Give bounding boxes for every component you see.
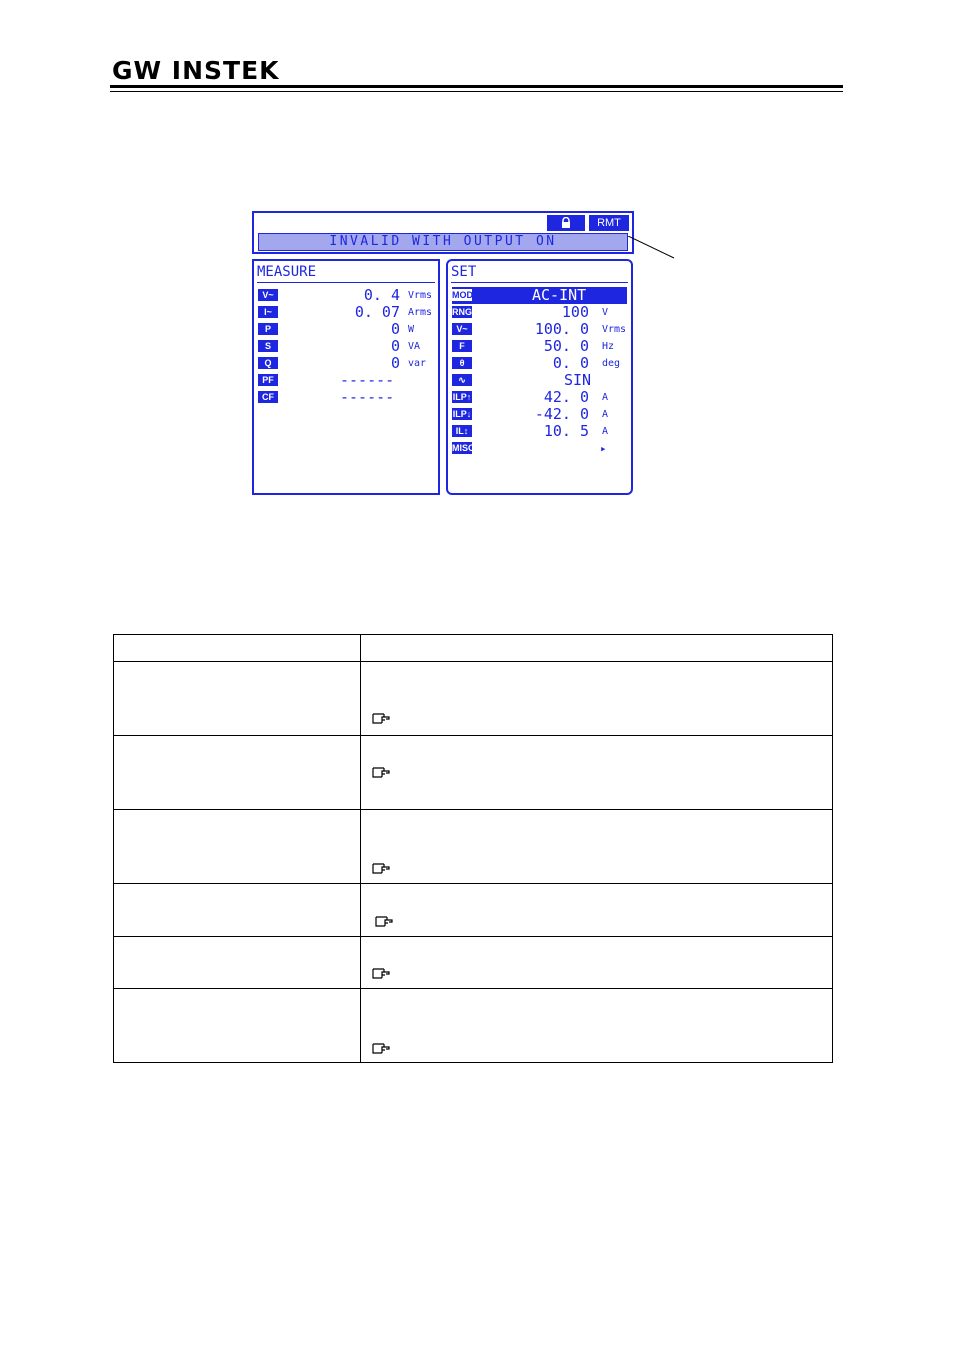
table-row bbox=[114, 736, 833, 810]
set-row-phase bbox=[452, 355, 627, 372]
remote-indicator: RMT bbox=[589, 215, 629, 231]
measure-value: ------ bbox=[340, 371, 395, 389]
pointing-hand-icon bbox=[371, 765, 391, 779]
measure-unit: Arms bbox=[408, 307, 433, 318]
header-rule-thick bbox=[110, 85, 843, 88]
set-tag: MOD bbox=[452, 290, 473, 300]
set-value: AC-INT bbox=[532, 286, 587, 304]
measure-row-power bbox=[258, 321, 434, 338]
measure-value: 0. 07 bbox=[354, 303, 400, 321]
set-value: 50. 0 bbox=[543, 337, 589, 355]
set-value: 0. 0 bbox=[552, 354, 589, 372]
measure-tag: CF bbox=[258, 391, 278, 403]
measure-value: 0. 4 bbox=[363, 286, 400, 304]
measure-value: 0 bbox=[390, 354, 400, 372]
table-row bbox=[114, 884, 833, 937]
set-row-peak-limit-lower bbox=[452, 406, 627, 423]
set-row-mode bbox=[452, 287, 627, 304]
set-tag: ∿ bbox=[452, 374, 472, 386]
measure-row-voltage bbox=[258, 287, 434, 304]
measure-tag: Q bbox=[258, 357, 278, 369]
measure-row-crest-factor bbox=[258, 389, 434, 406]
measure-unit: W bbox=[408, 324, 415, 335]
table-cell bbox=[361, 736, 833, 810]
set-value: 10. 5 bbox=[543, 422, 589, 440]
table-cell bbox=[361, 810, 833, 884]
set-tag: θ bbox=[452, 357, 472, 369]
set-unit: A bbox=[602, 426, 609, 437]
set-unit: deg bbox=[602, 358, 621, 369]
table-row bbox=[114, 989, 833, 1063]
measure-unit: Vrms bbox=[408, 290, 433, 301]
lcd-screen bbox=[251, 211, 635, 496]
set-value: 100. 0 bbox=[534, 320, 589, 338]
pointing-hand-icon bbox=[374, 914, 394, 928]
set-unit: A bbox=[602, 392, 609, 403]
measure-panel bbox=[252, 259, 440, 495]
measure-tag: S bbox=[258, 340, 278, 352]
measure-tag: V~ bbox=[258, 289, 278, 301]
measure-unit: var bbox=[408, 358, 427, 369]
set-row-current-limit bbox=[452, 423, 627, 440]
set-unit: Hz bbox=[602, 341, 615, 352]
measure-value: 0 bbox=[390, 337, 400, 355]
set-tag: ILP↓ bbox=[452, 409, 472, 419]
table-row bbox=[114, 810, 833, 884]
error-message-bar: INVALID WITH OUTPUT ON bbox=[258, 233, 628, 251]
table-cell bbox=[114, 989, 361, 1063]
set-value: -42. 0 bbox=[534, 405, 589, 423]
measure-row-reactive-power bbox=[258, 355, 434, 372]
table-cell bbox=[361, 937, 833, 989]
table-cell bbox=[361, 635, 833, 662]
pointing-hand-icon bbox=[371, 966, 391, 980]
table-cell bbox=[361, 884, 833, 937]
table-cell bbox=[114, 662, 361, 736]
table-header-row bbox=[114, 635, 833, 662]
set-value: 100 bbox=[561, 303, 589, 321]
table-row bbox=[114, 937, 833, 989]
set-row-misc bbox=[452, 440, 627, 457]
measure-title: MEASURE bbox=[257, 264, 317, 280]
measure-row-current bbox=[258, 304, 434, 321]
lock-indicator bbox=[547, 215, 585, 231]
header-rule-thin bbox=[110, 91, 843, 92]
status-bar bbox=[252, 211, 634, 254]
table-row bbox=[114, 662, 833, 736]
table-cell bbox=[114, 736, 361, 810]
gw-instek-logo: GW INSTEK bbox=[112, 56, 280, 85]
set-row-waveform bbox=[452, 372, 627, 389]
table-cell bbox=[114, 884, 361, 937]
pointing-hand-icon bbox=[371, 711, 391, 725]
pointing-hand-icon bbox=[371, 1041, 391, 1055]
pointing-hand-icon bbox=[371, 861, 391, 875]
set-tag: F bbox=[452, 340, 472, 352]
set-tag: RNG bbox=[452, 307, 472, 317]
callout-leader-line bbox=[628, 236, 676, 260]
set-value: 42. 0 bbox=[543, 388, 589, 406]
submenu-arrow-icon: ▸ bbox=[600, 442, 607, 455]
set-panel bbox=[446, 259, 633, 495]
table-cell bbox=[114, 635, 361, 662]
measure-row-power-factor bbox=[258, 372, 434, 389]
padlock-icon bbox=[560, 217, 572, 229]
table-cell bbox=[114, 810, 361, 884]
table-cell bbox=[114, 937, 361, 989]
set-tag: MISC bbox=[452, 443, 475, 453]
table-cell bbox=[361, 662, 833, 736]
table-cell bbox=[361, 989, 833, 1063]
set-divider bbox=[451, 282, 628, 283]
measure-divider bbox=[257, 282, 435, 283]
set-unit: A bbox=[602, 409, 609, 420]
set-row-voltage bbox=[452, 321, 627, 338]
set-tag: IL↕ bbox=[452, 425, 472, 437]
measure-value: ------ bbox=[340, 388, 395, 406]
measure-tag: P bbox=[258, 323, 278, 335]
set-title: SET bbox=[451, 264, 477, 280]
set-value: SIN bbox=[564, 371, 592, 389]
set-row-peak-limit-upper bbox=[452, 389, 627, 406]
set-tag: ILP↑ bbox=[452, 392, 472, 402]
measure-row-apparent-power bbox=[258, 338, 434, 355]
set-row-range bbox=[452, 304, 627, 321]
measure-unit: VA bbox=[408, 341, 421, 352]
measure-tag: I~ bbox=[258, 306, 278, 318]
measure-value: 0 bbox=[390, 320, 400, 338]
set-unit: V bbox=[602, 307, 609, 318]
set-tag: V~ bbox=[452, 323, 472, 335]
reference-table bbox=[113, 634, 833, 1063]
measure-tag: PF bbox=[258, 374, 278, 386]
set-unit: Vrms bbox=[602, 324, 627, 335]
set-row-frequency bbox=[452, 338, 627, 355]
